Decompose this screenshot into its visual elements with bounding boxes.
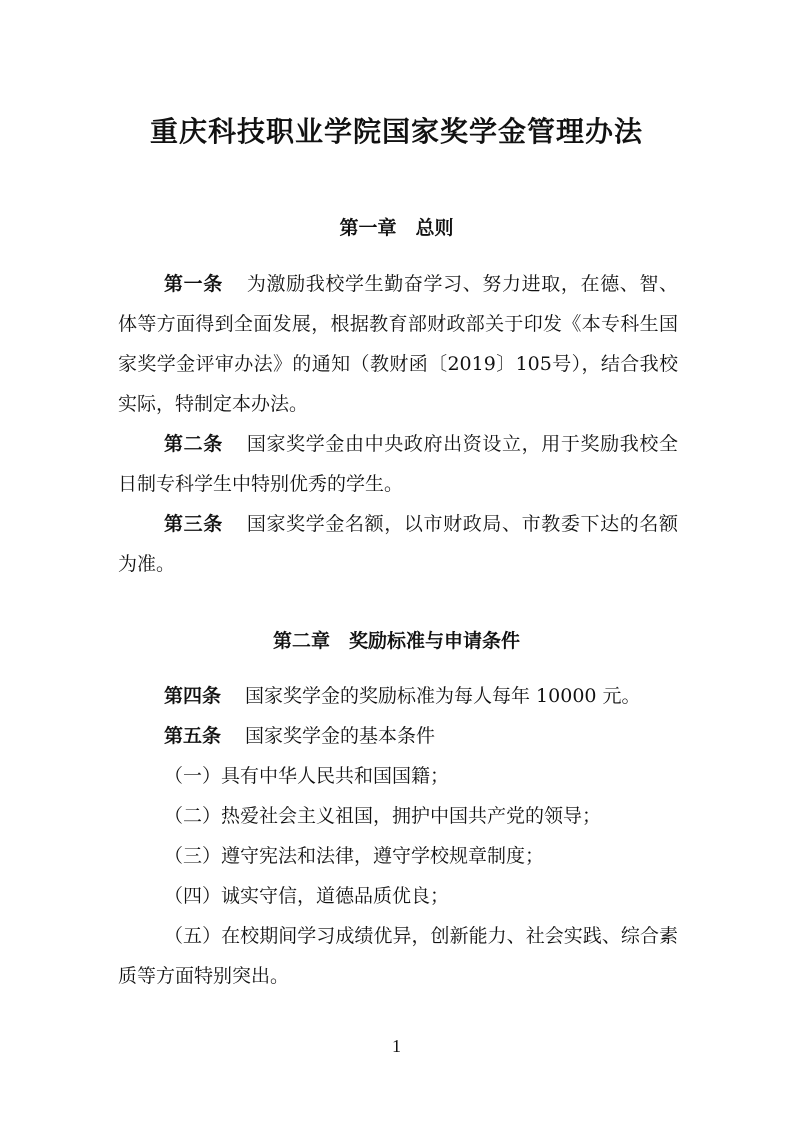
article-2 (118, 424, 678, 504)
article-text: 国家奖学金的基本条件 (245, 725, 436, 747)
article-text: 为激励我校学生勤奋学习、努力进取，在德、智、体等方面得到全面发展，根据教育部财政部关于印发《本专科生国家奖学金评审办法》的通知（教财函〔2019〕105号），结合我校实际，特制定本办法。 (118, 273, 678, 415)
condition-item: （一）具有中华人民共和国国籍； (164, 765, 450, 787)
article-label: 第二条 (164, 433, 223, 455)
article-1 (118, 264, 678, 424)
article-4 (118, 676, 678, 716)
article-5 (118, 716, 678, 756)
article-label: 第三条 (164, 513, 223, 535)
page-number: 1 (392, 1036, 401, 1056)
article-3 (118, 504, 678, 584)
document-title: 重庆科技职业学院国家奖学金管理办法 (149, 115, 643, 148)
chapter-heading: 第一章 总则 (339, 217, 454, 239)
article-text: 国家奖学金名额，以市财政局、市教委下达的名额为准。 (118, 513, 678, 575)
condition-item: （三）遵守宪法和法律，遵守学校规章制度； (164, 845, 545, 867)
article-label: 第四条 (164, 685, 222, 707)
article-label: 第一条 (164, 273, 223, 295)
condition-item: （五）在校期间学习成绩优异，创新能力、社会实践、综合素质等方面特别突出。 (118, 925, 678, 987)
article-text: 国家奖学金的奖励标准为每人每年 10000 元。 (245, 685, 641, 707)
condition-item: （二）热爱社会主义祖国，拥护中国共产党的领导； (164, 805, 602, 827)
chapter-heading: 第二章 奖励标准与申请条件 (272, 630, 520, 652)
article-text: 国家奖学金由中央政府出资设立，用于奖励我校全日制专科学生中特别优秀的学生。 (118, 433, 678, 495)
article-label: 第五条 (164, 725, 222, 747)
condition-item: （四）诚实守信，道德品质优良； (164, 885, 450, 907)
